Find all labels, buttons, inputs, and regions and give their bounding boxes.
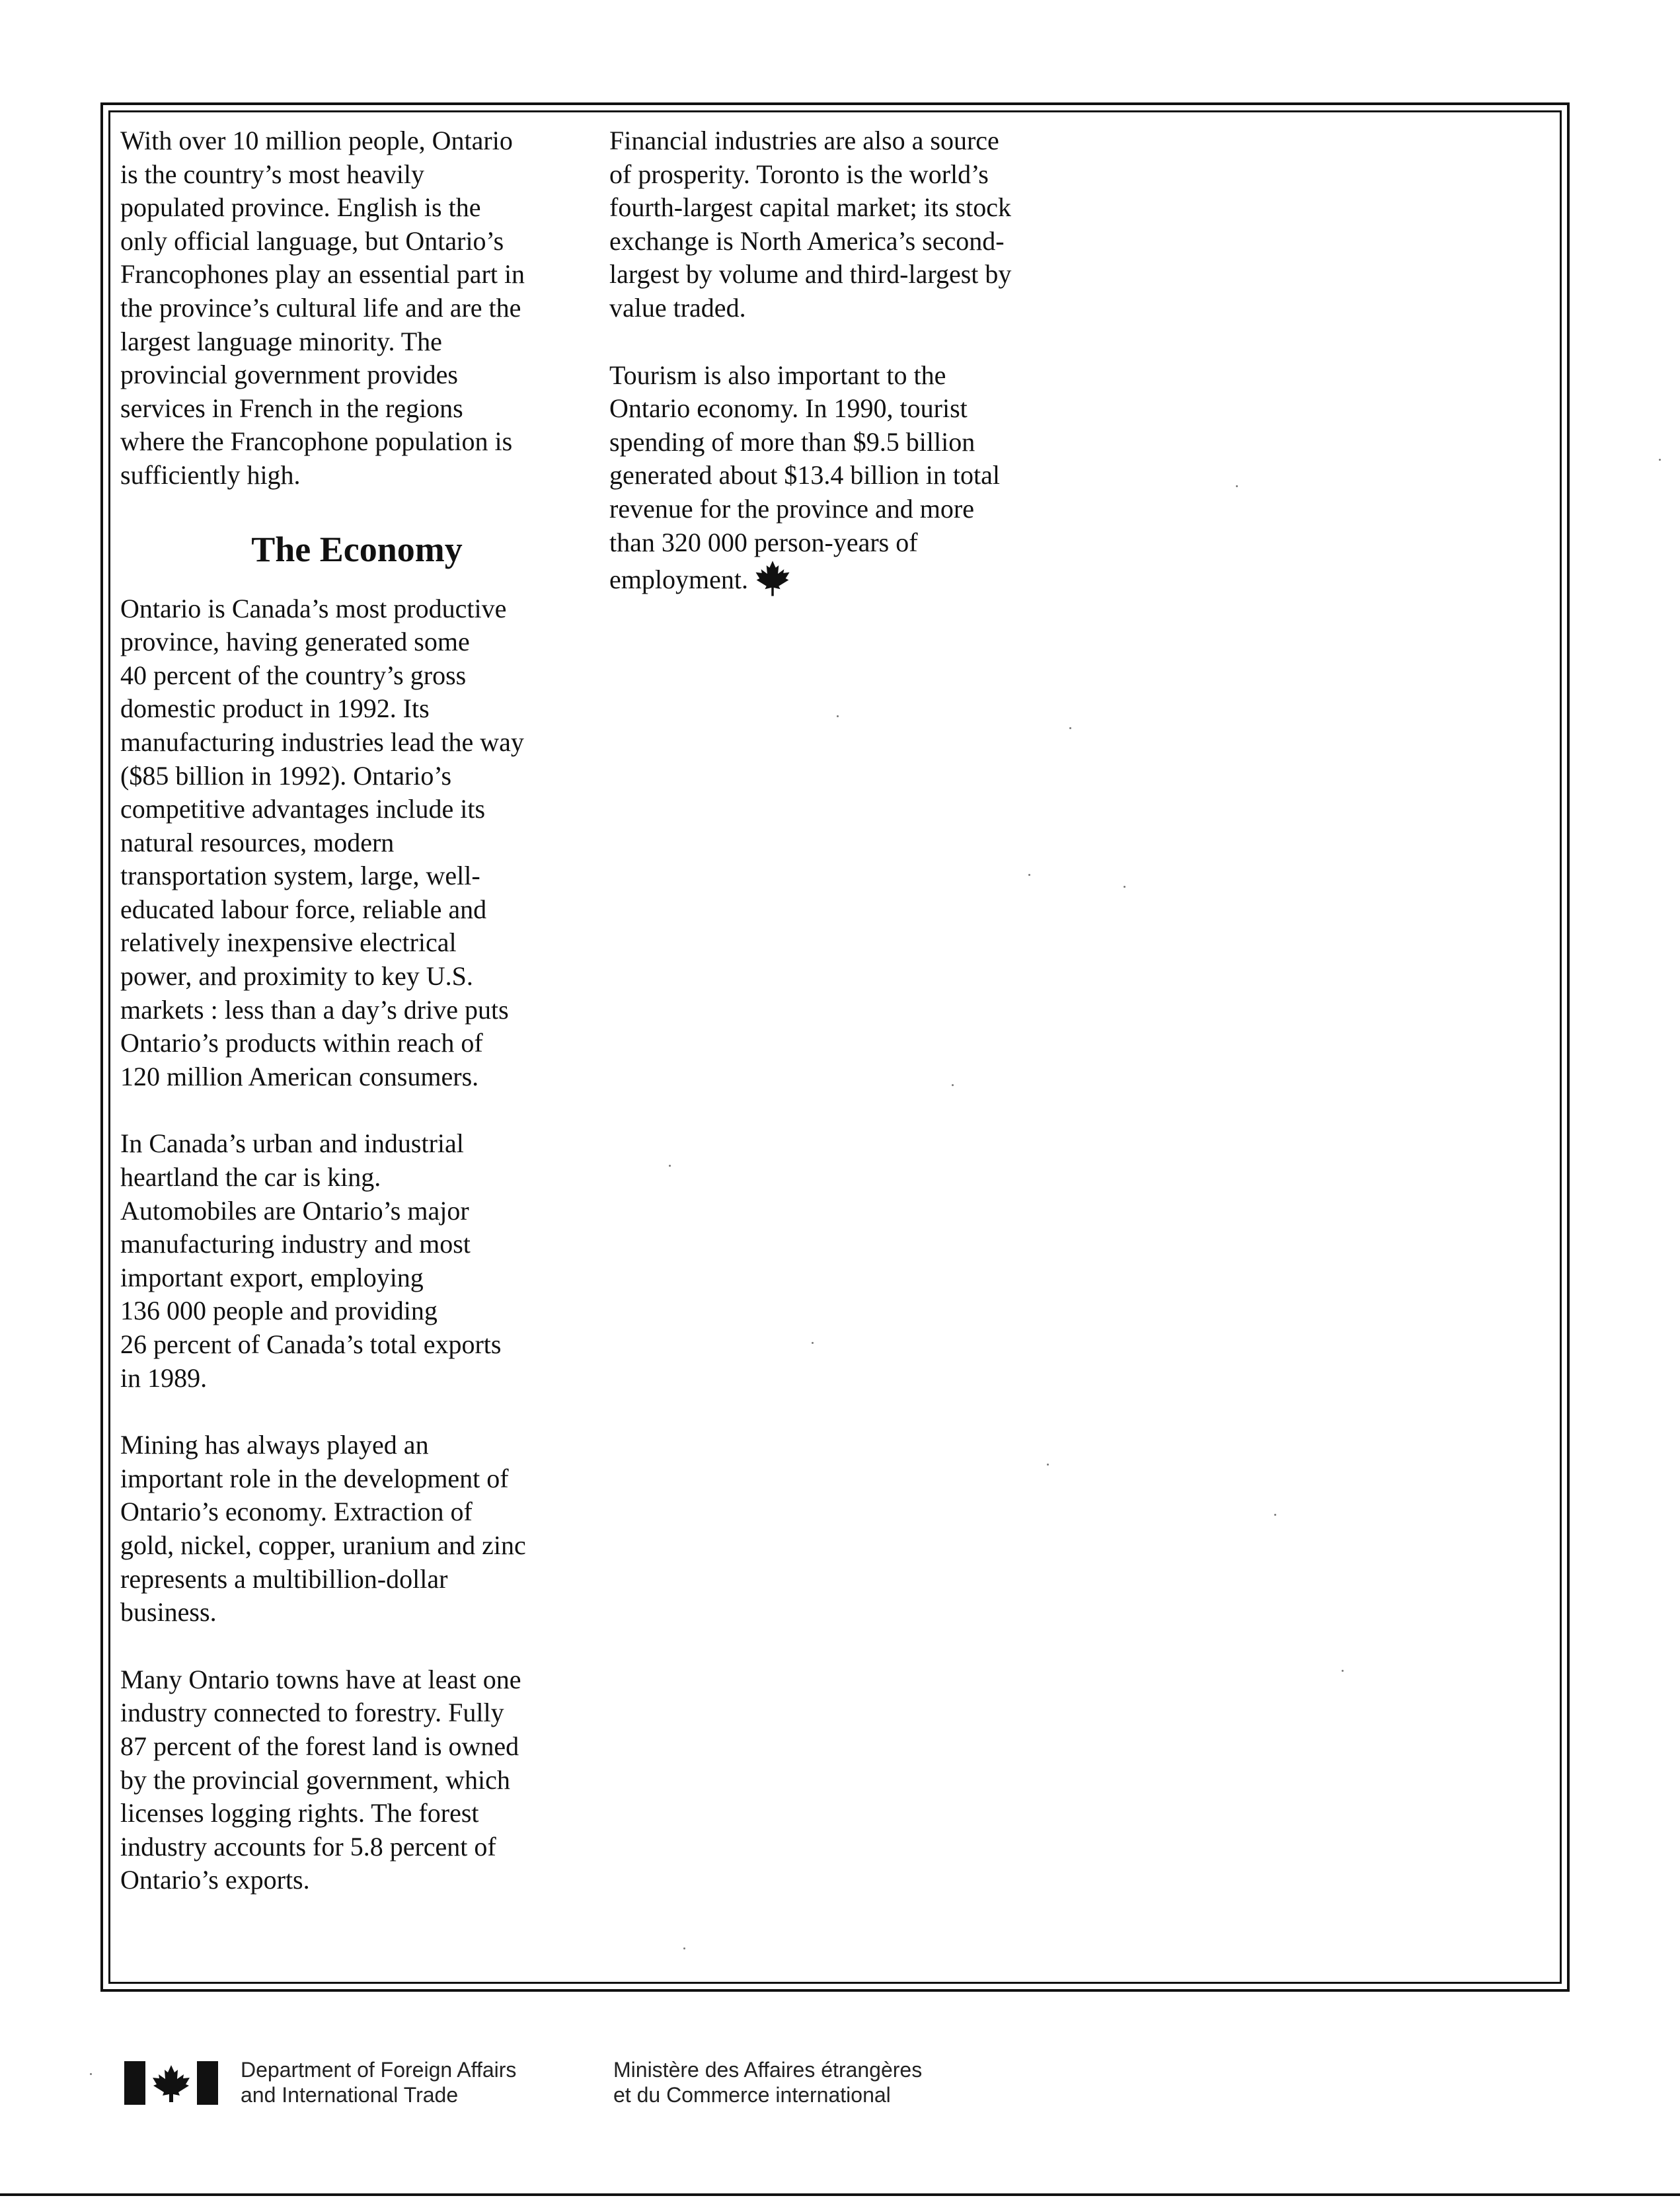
tourism-text: Tourism is also important to the Ontario economy. In 1990, tourist spending of more than $9.5 billion generated about $13.4 billion in total revenue for the province and more than 320 000 person-years of employment. (609, 360, 1000, 595)
scan-speck (1342, 1670, 1344, 1672)
scan-speck (1659, 459, 1661, 461)
footer (0, 2056, 1680, 2115)
scan-speck (1047, 1464, 1049, 1466)
maple-leaf-icon (752, 559, 793, 598)
economy-heading: The Economy (251, 529, 463, 569)
mining-paragraph: Mining has always played an important role in the development of Ontario’s economy. Extraction of gold, nickel, copper, uranium and zinc represents a multibillion-dollar business. (120, 1430, 526, 1628)
scan-speck (1274, 1514, 1276, 1516)
scan-speck (1069, 727, 1071, 729)
automobiles-paragraph: In Canada’s urban and industrial heartland the car is king. Automobiles are Ontario’s major manufacturing industry and most important export, employing 136 000 people and providing 26 percent of Canada’s total exports in 1989. (120, 1128, 502, 1393)
scan-speck (837, 715, 839, 717)
scan-speck (1124, 886, 1126, 888)
scan-speck (683, 1947, 685, 1949)
canada-flag-icon (124, 2061, 218, 2105)
scan-speck (1236, 485, 1238, 487)
intro-paragraph: With over 10 million people, Ontario is the country’s most heavily populated province. English is the only official language, but Ontario’s Francophones play an essential part in the province’s cultural life and are the largest language minority. The provincial government provides services in French in the regions where the Francophone population is sufficiently high. (120, 126, 525, 490)
scan-speck (1028, 874, 1030, 876)
left-column (120, 124, 583, 1931)
scan-speck (90, 2073, 92, 2075)
scan-speck (669, 1165, 671, 1167)
bottom-rule (0, 2193, 1680, 2196)
tourism-paragraph (609, 359, 1072, 598)
financial-paragraph: Financial industries are also a source of prosperity. Toronto is the world’s fourth-largest capital market; its stock exchange is North America’s second- largest by volume and third-largest by value traded. (609, 126, 1012, 323)
scan-speck (952, 1084, 954, 1086)
department-name-french: Ministère des Affaires étrangères et du Commerce international (613, 2058, 923, 2107)
scan-speck (812, 1342, 814, 1344)
department-name-english: Department of Foreign Affairs and International Trade (241, 2058, 517, 2107)
forestry-paragraph: Many Ontario towns have at least one industry connected to forestry. Fully 87 percent of the forest land is owned by the provincial government, which licenses logging rights. The forest industry accounts for 5.8 percent of Ontario’s exports. (120, 1664, 521, 1895)
right-column (609, 124, 1072, 631)
economy-paragraph: Ontario is Canada’s most productive province, having generated some 40 percent of the country’s gross domestic product in 1992. Its manufacturing industries lead the way ($85 billion in 1992). Ontario’s competitive advantages include its natural resources, modern transportation system, large, well- educated labour force, reliable and relatively inexpensive electrical power, and proximity to key U.S. markets : less than a day’s drive puts Ontario’s products within reach of 120 million American consumers. (120, 593, 524, 1091)
